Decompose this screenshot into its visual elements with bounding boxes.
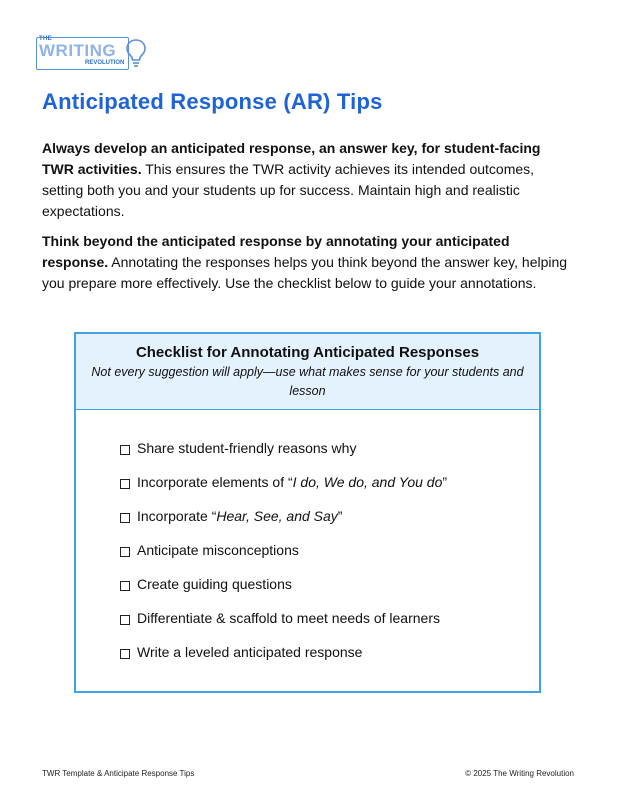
checklist-item [120, 644, 447, 678]
annotation-text: Annotating the responses helps you think beyond the answer key, helping you prepare more effectively. Use the checklist below to guide your annotations. [42, 254, 568, 291]
checklist-item-label: Share student-friendly reasons why [137, 440, 357, 456]
annotation-bold: Think beyond the anticipated response by annotating your anticipated response. [42, 233, 510, 270]
checklist-item-label: Incorporate “Hear, See, and Say” [137, 508, 343, 524]
checklist-header [76, 334, 539, 410]
checkbox-icon[interactable] [120, 649, 130, 659]
checklist-item-label: Incorporate elements of “I do, We do, and You do” [137, 474, 448, 490]
checklist-item-label: Write a leveled anticipated response [137, 644, 363, 660]
checklist-item [120, 440, 447, 474]
checklist-items [120, 440, 447, 678]
checkbox-icon[interactable] [120, 547, 130, 557]
checklist-item [120, 542, 447, 576]
checklist-item-label: Anticipate misconceptions [137, 542, 299, 558]
checklist-item-label: Differentiate & scaffold to meet needs of learners [137, 610, 440, 626]
checkbox-icon[interactable] [120, 513, 130, 523]
checkbox-icon[interactable] [120, 479, 130, 489]
checklist-item [120, 508, 447, 542]
footer-right: © 2025 The Writing Revolution [465, 769, 574, 778]
checkbox-icon[interactable] [120, 615, 130, 625]
logo-revolution: REVOLUTION [85, 60, 125, 66]
checklist-item-label: Create guiding questions [137, 576, 292, 592]
intro-text: This ensures the TWR activity achieves its intended outcomes, setting both you and your students up for success. Maintain high and realistic expectations. [42, 161, 535, 219]
checklist-title: Checklist for Annotating Anticipated Responses [135, 344, 480, 361]
annotation-paragraph [42, 231, 572, 294]
page-title: Anticipated Response (AR) Tips [42, 89, 383, 114]
the-writing-revolution-logo [36, 37, 152, 71]
checkbox-icon[interactable] [120, 581, 130, 591]
lightbulb-icon [126, 38, 146, 68]
checkbox-icon[interactable] [120, 445, 130, 455]
checklist-item [120, 576, 447, 610]
checklist-subtitle: Not every suggestion will apply—use what makes sense for your students and lesson [91, 365, 524, 398]
checklist-item [120, 610, 447, 644]
intro-bold: Always develop an anticipated response, an answer key, for student-facing TWR activities. [42, 140, 541, 177]
logo-writing: WRITING [39, 41, 117, 60]
logo-the: THE [39, 36, 52, 42]
intro-paragraph [42, 138, 572, 222]
checklist-item [120, 474, 447, 508]
checklist-box [74, 332, 541, 693]
footer-left: TWR Template & Anticipate Response Tips [42, 769, 195, 778]
